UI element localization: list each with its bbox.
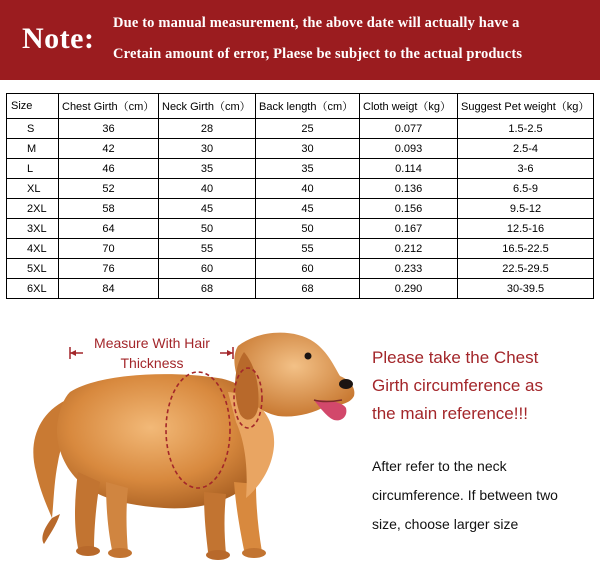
header-neck-girth: Neck Girth（cm） — [159, 94, 256, 119]
cloth-weight-cell: 0.167 — [360, 219, 458, 239]
chest-cell: 36 — [59, 119, 159, 139]
cloth-weight-cell: 0.114 — [360, 159, 458, 179]
chest-cell: 46 — [59, 159, 159, 179]
chest-cell: 42 — [59, 139, 159, 159]
after-note-line-1: After refer to the neck — [372, 458, 507, 474]
size-chart-table — [6, 93, 594, 299]
cloth-weight-cell: 0.093 — [360, 139, 458, 159]
note-line-2: Cretain amount of error, Plaese be subject to the actual products — [113, 46, 523, 62]
size-cell: XL — [7, 179, 59, 199]
header-cloth-weight: Cloth weigt（kg） — [360, 94, 458, 119]
table-row — [7, 119, 594, 139]
back-cell: 25 — [256, 119, 360, 139]
neck-cell: 28 — [159, 119, 256, 139]
table-row — [7, 259, 594, 279]
neck-cell: 30 — [159, 139, 256, 159]
size-cell: 2XL — [7, 199, 59, 219]
table-row — [7, 279, 594, 299]
size-cell: S — [7, 119, 59, 139]
chest-cell: 52 — [59, 179, 159, 199]
header-back-length: Back length（cm） — [256, 94, 360, 119]
dog-head — [234, 333, 354, 421]
chest-cell: 70 — [59, 239, 159, 259]
chest-cell: 58 — [59, 199, 159, 219]
neck-cell: 35 — [159, 159, 256, 179]
header-pet-weight: Suggest Pet weight（kg） — [458, 94, 594, 119]
size-cell: 5XL — [7, 259, 59, 279]
chest-cell: 84 — [59, 279, 159, 299]
pet-weight-cell: 3-6 — [458, 159, 594, 179]
back-cell: 55 — [256, 239, 360, 259]
table-row — [7, 139, 594, 159]
size-cell: L — [7, 159, 59, 179]
back-cell: 40 — [256, 179, 360, 199]
cloth-weight-cell: 0.077 — [360, 119, 458, 139]
size-cell: 6XL — [7, 279, 59, 299]
pet-weight-cell: 22.5-29.5 — [458, 259, 594, 279]
measure-label-line-1: Measure With Hair — [94, 335, 210, 351]
note-banner — [0, 0, 600, 80]
back-cell: 68 — [256, 279, 360, 299]
after-note-line-3: size, choose larger size — [372, 516, 519, 532]
cloth-weight-cell: 0.156 — [360, 199, 458, 219]
neck-cell: 60 — [159, 259, 256, 279]
note-line-1: Due to manual measurement, the above date will actually have a — [113, 15, 520, 31]
cloth-weight-cell: 0.233 — [360, 259, 458, 279]
pet-weight-cell: 6.5-9 — [458, 179, 594, 199]
neck-cell: 45 — [159, 199, 256, 219]
chest-note-line-1: Please take the Chest — [372, 348, 539, 367]
neck-cell: 55 — [159, 239, 256, 259]
after-note-line-2: circumference. If between two — [372, 487, 558, 503]
table-row — [7, 159, 594, 179]
measure-label-group — [70, 335, 233, 371]
neck-cell: 50 — [159, 219, 256, 239]
table-row — [7, 199, 594, 219]
back-cell: 35 — [256, 159, 360, 179]
cloth-weight-cell: 0.136 — [360, 179, 458, 199]
pet-weight-cell: 16.5-22.5 — [458, 239, 594, 259]
back-cell: 30 — [256, 139, 360, 159]
back-cell: 60 — [256, 259, 360, 279]
header-chest-girth: Chest Girth（cm） — [59, 94, 159, 119]
chest-girth-note — [372, 344, 592, 428]
neck-advice-note — [372, 452, 594, 539]
chest-cell: 64 — [59, 219, 159, 239]
note-label: Note: — [22, 22, 95, 55]
dog-illustration — [8, 322, 360, 562]
table-row — [7, 239, 594, 259]
back-cell: 50 — [256, 219, 360, 239]
neck-cell: 40 — [159, 179, 256, 199]
cloth-weight-cell: 0.290 — [360, 279, 458, 299]
size-cell: M — [7, 139, 59, 159]
back-cell: 45 — [256, 199, 360, 219]
neck-cell: 68 — [159, 279, 256, 299]
header-size: Size — [7, 94, 59, 119]
pet-weight-cell: 2.5-4 — [458, 139, 594, 159]
measure-label-line-2: Thickness — [120, 355, 184, 371]
pet-weight-cell: 9.5-12 — [458, 199, 594, 219]
chest-note-line-2: Girth circumference as — [372, 376, 543, 395]
table-row — [7, 179, 594, 199]
pet-weight-cell: 1.5-2.5 — [458, 119, 594, 139]
table-row — [7, 219, 594, 239]
size-cell: 4XL — [7, 239, 59, 259]
size-cell: 3XL — [7, 219, 59, 239]
pet-weight-cell: 12.5-16 — [458, 219, 594, 239]
cloth-weight-cell: 0.212 — [360, 239, 458, 259]
chest-note-line-3: the main reference!!! — [372, 404, 528, 423]
pet-weight-cell: 30-39.5 — [458, 279, 594, 299]
table-header-row — [7, 94, 594, 119]
chest-cell: 76 — [59, 259, 159, 279]
